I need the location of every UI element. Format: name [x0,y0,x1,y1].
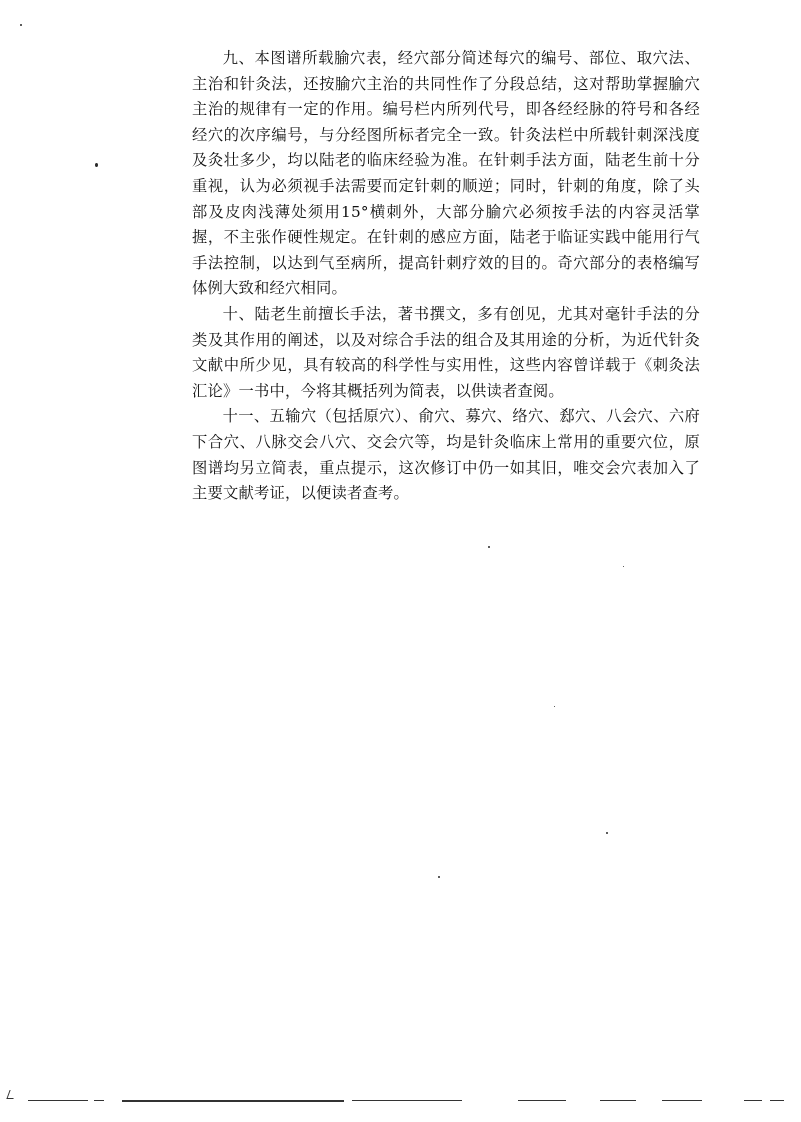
scan-speck [623,566,624,567]
scan-edge-line [744,1100,762,1101]
scan-edge-line [518,1100,566,1101]
scan-speck [20,24,22,26]
scan-edge-line [662,1100,702,1101]
paragraph-eleven: 十一、五输穴（包括原穴）、俞穴、募穴、络穴、郄穴、八会穴、六府下合穴、八脉交会八穴、交会穴等，均是针灸临床上常用的重要穴位，原图谱均另立简表，重点提示，这次修订中仍一如其旧，唯交会穴表加入了主要文献考证，以便读者查考。 [192,407,700,503]
scan-edge-line [770,1100,784,1101]
scan-edge-line [28,1100,88,1101]
scan-speck [488,546,490,548]
scan-speck [606,832,608,834]
scan-edge-line [600,1100,636,1101]
scan-corner-mark [6,1090,16,1099]
paragraph-ten: 十、陆老生前擅长手法，著书撰文，多有创见，尤其对毫针手法的分类及其作用的阐述，以及对综合手法的组合及其用途的分析，为近代针灸文献中所少见，具有较高的科学性与实用性，这些内容曾详载于《刺灸法汇论》一书中，今将其概括列为简表，以供读者查阅。 [192,304,700,400]
scan-edge-line [352,1100,462,1101]
scan-speck [554,706,555,707]
scan-speck [95,163,98,167]
scan-speck [438,876,440,878]
scan-edge-line [122,1100,344,1102]
body-text [192,46,700,507]
scan-edge-line [94,1100,104,1101]
paragraph-nine: 九、本图谱所载腧穴表，经穴部分简述每穴的编号、部位、取穴法、主治和针灸法，还按腧穴主治的共同性作了分段总结，这对帮助掌握腧穴主治的规律有一定的作用。编号栏内所列代号，即各经经脉的符号和各经经穴的次序编号，与分经图所标者完全一致。针灸法栏中所载针刺深浅度及灸壮多少，均以陆老的临床经验为准。在针刺手法方面，陆老生前十分重视，认为必须视手法需要而定针刺的顺逆；同时，针刺的角度，除了头部及皮肉浅薄处须用15°横刺外，大部分腧穴必须按手法的内容灵活掌握，不主张作硬性规定。在针刺的感应方面，陆老于临证实践中能用行气手法控制，以达到气至病所，提高针刺疗效的目的。奇穴部分的表格编写体例大致和经穴相同。 [192,49,700,298]
